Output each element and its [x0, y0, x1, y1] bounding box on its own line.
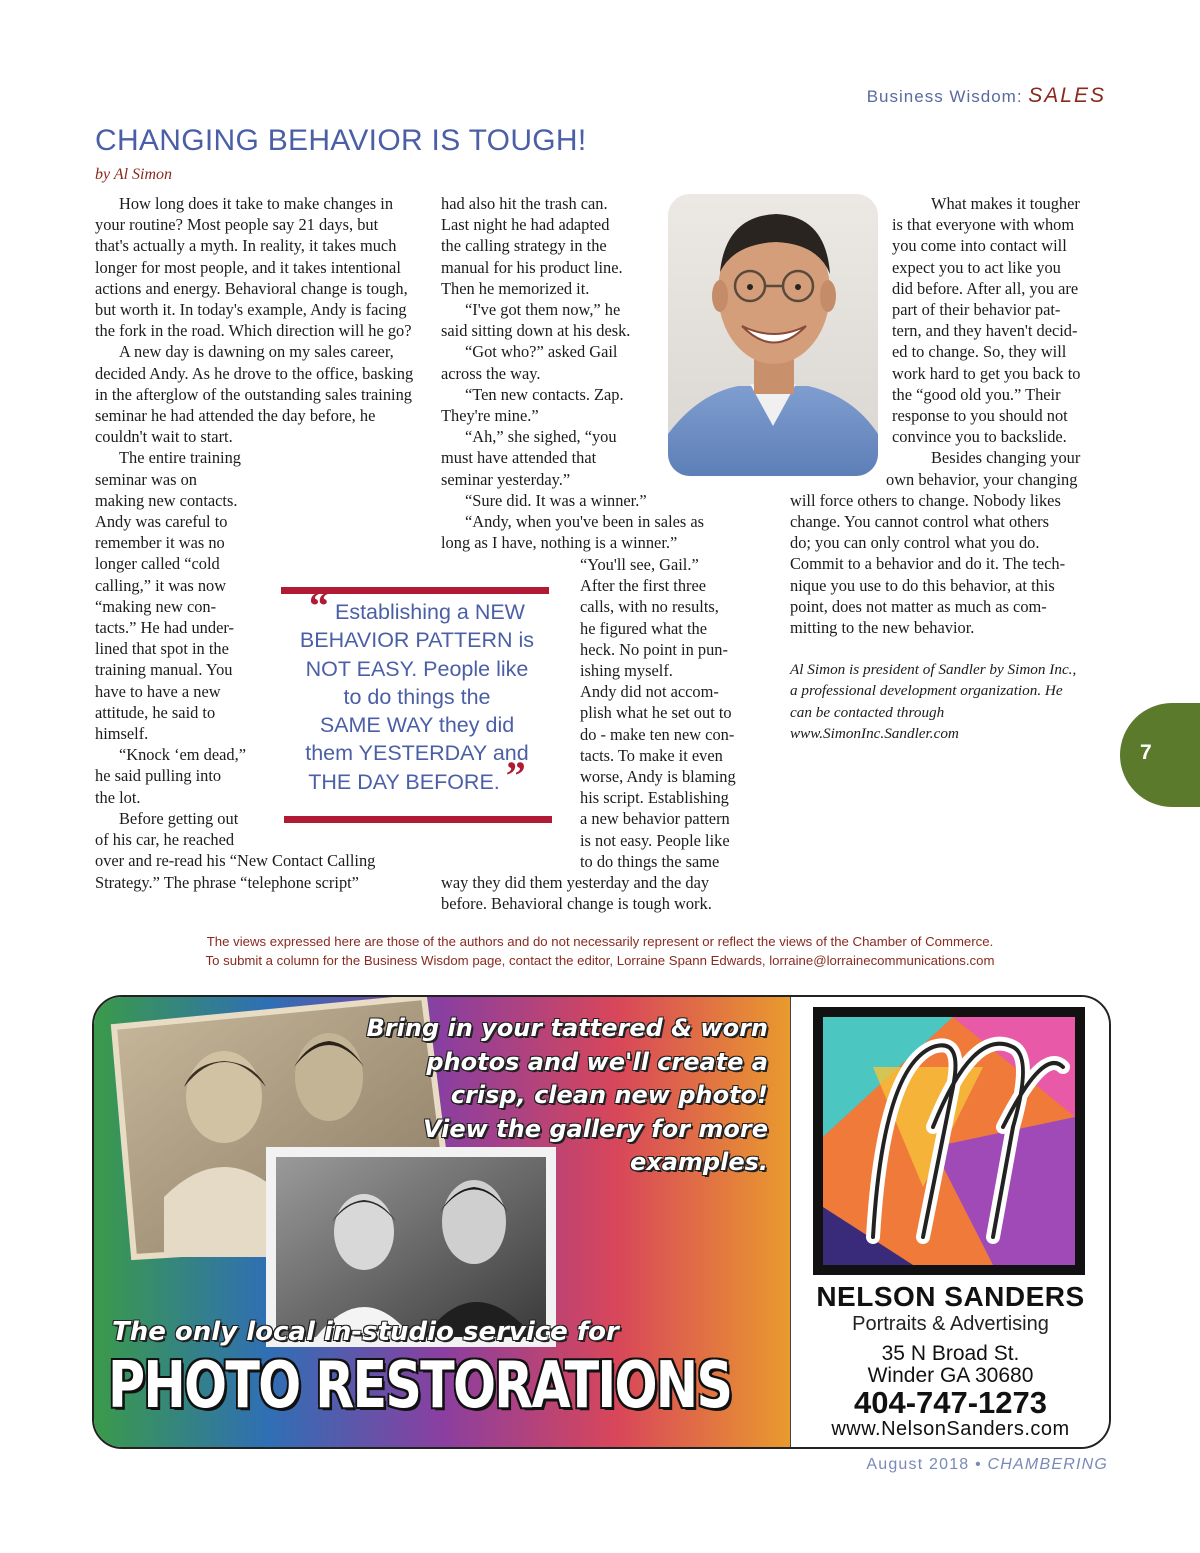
- line: “You'll see, Gail.”: [580, 555, 699, 574]
- line: attitude, he said to: [95, 702, 216, 722]
- ad-image-panel: [94, 997, 790, 1447]
- line: They're mine.”: [441, 406, 539, 426]
- line: expect you to act like you: [892, 257, 1061, 277]
- line: manual for his product line.: [441, 257, 623, 277]
- line: mitting to the new behavior.: [790, 618, 975, 638]
- line: across the way.: [441, 363, 541, 383]
- line: did before. After all, you are: [892, 278, 1079, 298]
- page-footer: [866, 1456, 1108, 1474]
- line: he figured what the: [580, 618, 707, 638]
- line: “Andy, when you've been in sales as: [465, 512, 705, 532]
- section-label: Business Wisdom:: [866, 87, 1023, 106]
- line: ishing myself.: [580, 661, 673, 681]
- line: the calling strategy in the: [441, 236, 607, 256]
- line: his script. Establishing: [580, 788, 729, 808]
- line: the “good old you.” Their: [892, 384, 1061, 404]
- ad-offer-line: photos and we'll create a: [426, 1047, 768, 1076]
- line: way they did them yesterday and the day: [441, 873, 710, 892]
- line: himself.: [95, 724, 149, 744]
- ad-offer-line: crisp, clean new photo!: [450, 1081, 768, 1109]
- article-column-2: [441, 193, 705, 553]
- line: Besides changing your: [931, 448, 1081, 468]
- line: Last night he had adapted: [441, 215, 610, 235]
- address-line-2: Winder GA 30680: [867, 1364, 1034, 1387]
- line: over and re-read his “New Contact Calling: [95, 851, 376, 871]
- pullquote-line: NOT EASY. People like: [305, 656, 529, 681]
- line: work hard to get you back to: [892, 363, 1081, 383]
- line: tacts.” He had under-: [95, 618, 234, 638]
- line: calls, with no results,: [580, 597, 719, 617]
- line: After the first three: [580, 576, 707, 596]
- publication-name: CHAMBERING: [987, 1456, 1108, 1473]
- line: said sitting down at his desk.: [441, 321, 631, 341]
- pullquote-line: to do things the: [343, 684, 491, 709]
- paragraph: A new day is dawning on my sales career, decided Andy. As he drove to the office, basking in the afterglow of the outstanding sales training seminar he had attended the day before, he couldn't wait to start.: [95, 342, 414, 447]
- pullquote-bottom-rule: [284, 816, 552, 823]
- pullquote-line: BEHAVIOR PATTERN is: [299, 628, 535, 653]
- line: had also hit the trash can.: [441, 194, 608, 213]
- bio-line: Al Simon is president of Sandler by Simon Inc.,: [790, 661, 1077, 679]
- line: worse, Andy is blaming: [580, 767, 736, 787]
- ns-monogram-icon: [813, 1007, 1085, 1275]
- line: the lot.: [95, 787, 141, 807]
- line: heck. No point in pun-: [580, 639, 728, 659]
- line: long as I have, nothing is a winner.”: [441, 533, 678, 553]
- disclaimer: [0, 932, 1200, 970]
- pullquote: [283, 583, 551, 798]
- line: of his car, he reached: [95, 830, 235, 850]
- line: calling,” it was now: [95, 575, 227, 595]
- advertisement[interactable]: [92, 995, 1111, 1449]
- close-quote-icon: ”: [505, 752, 526, 798]
- line: tacts. To make it even: [580, 745, 723, 765]
- line: change. You cannot control what others: [790, 512, 1050, 532]
- business-address: [791, 1343, 1110, 1387]
- disclaimer-line-2: To submit a column for the Business Wisdom page, contact the editor, Lorraine Spann Edwards, lorraine@lorrainecommunications.com: [205, 953, 995, 968]
- line: must have attended that: [441, 448, 597, 468]
- issue-date: August 2018: [866, 1456, 970, 1473]
- line: is not easy. People like: [580, 830, 730, 850]
- address-line-1: 35 N Broad St.: [881, 1342, 1020, 1365]
- line: a new behavior pattern: [580, 809, 730, 829]
- line: do; you can only control what you do.: [790, 533, 1040, 553]
- line: “Sure did. It was a winner.”: [465, 490, 647, 510]
- line: Andy did not accom-: [580, 682, 719, 702]
- business-subtitle: Portraits & Advertising: [852, 1313, 1049, 1335]
- ad-business-panel: [790, 997, 1110, 1447]
- line: own behavior, your changing: [886, 469, 1078, 489]
- line: “Ten new contacts. Zap.: [465, 384, 624, 404]
- paragraph: The entire training seminar was on making new contacts. Andy was careful to remember it was no: [95, 448, 241, 553]
- line: Strategy.” The phrase “telephone script”: [95, 872, 359, 892]
- open-quote-icon: “: [309, 583, 329, 628]
- page-number-tab: [1120, 703, 1200, 807]
- line: tern, and they haven't decid-: [892, 321, 1078, 341]
- pullquote-line: SAME WAY they did: [319, 713, 515, 738]
- line: nique you use to do this behavior, at this: [790, 575, 1055, 595]
- pullquote-line: “ Establishing a NEW: [309, 583, 525, 628]
- line: to do things the same: [580, 851, 720, 871]
- line: do - make ten new con-: [580, 724, 735, 744]
- disclaimer-line-1: The views expressed here are those of the authors and do not necessarily represent or reflect the views of the Chamber of Commerce.: [206, 934, 994, 949]
- line: will force others to change. Nobody likes: [790, 490, 1061, 510]
- pullquote-line: THE DAY BEFORE. ”: [308, 752, 526, 798]
- line: longer called “cold: [95, 554, 220, 574]
- line: Commit to a behavior and do it. The tech-: [790, 554, 1066, 574]
- article-column-3: [790, 193, 1102, 744]
- line: What makes it tougher: [931, 194, 1080, 213]
- line: part of their behavior pat-: [892, 300, 1061, 320]
- line: ed to change. So, they will: [892, 342, 1067, 362]
- line: response to you should not: [892, 406, 1068, 426]
- line: “I've got them now,” he: [465, 300, 621, 320]
- article-column-2-lower: [580, 554, 760, 872]
- ad-headline: PHOTO RESTORATIONS: [108, 1349, 732, 1423]
- article-column-2-bottom: [441, 872, 761, 914]
- line: “Ah,” she sighed, “you: [465, 427, 617, 447]
- business-name: NELSON SANDERS: [816, 1281, 1085, 1312]
- nelson-sanders-logo: [813, 1007, 1085, 1275]
- line: “making new con-: [95, 596, 217, 616]
- section-tag: [867, 84, 1106, 108]
- line: “Got who?” asked Gail: [465, 342, 618, 362]
- line: have to have a new: [95, 681, 221, 701]
- line: seminar yesterday.”: [441, 469, 571, 489]
- line: is that everyone with whom: [892, 215, 1075, 235]
- line: Then he memorized it.: [441, 278, 590, 298]
- article-title: CHANGING BEHAVIOR IS TOUGH!: [95, 124, 587, 157]
- paragraph: How long does it take to make changes in your routine? Most people say 21 days, but that's actually a myth. In reality, it takes much longer for most people, and it takes intentional actions and energy. Behavioral change is tough, but worth it. In today's example, Andy is facing the fork in the road. Which direction will he go?: [95, 194, 412, 341]
- line: point, does not matter as much as com-: [790, 596, 1047, 616]
- line: “Knock ‘em dead,”: [119, 745, 246, 765]
- author-bio: [790, 659, 1102, 744]
- line: he said pulling into: [95, 766, 222, 786]
- business-phone[interactable]: 404-747-1273: [853, 1385, 1048, 1420]
- ad-offer-line: examples.: [629, 1148, 768, 1176]
- line: convince you to backslide.: [892, 427, 1067, 447]
- line: you come into contact will: [892, 236, 1067, 256]
- bio-line: can be contacted through: [790, 703, 945, 721]
- pullquote-line: them YESTERDAY and: [305, 741, 529, 766]
- article-byline: by Al Simon: [95, 166, 173, 183]
- line: training manual. You: [95, 660, 233, 680]
- section-topic: SALES: [1028, 84, 1106, 107]
- ad-offer-line: View the gallery for more: [422, 1114, 768, 1143]
- line: plish what he set out to: [580, 703, 732, 723]
- line: before. Behavioral change is tough work.: [441, 894, 712, 914]
- bio-website-link[interactable]: www.SimonInc.Sandler.com: [790, 724, 959, 742]
- ad-offer-text: [348, 1012, 768, 1180]
- ad-offer-line: Bring in your tattered & worn: [366, 1014, 768, 1042]
- line: lined that spot in the: [95, 639, 229, 659]
- business-website-link[interactable]: www.NelsonSanders.com: [831, 1418, 1070, 1440]
- bio-line: a professional development organization. He: [790, 682, 1063, 700]
- ad-tagline: The only local in-studio service for: [112, 1317, 619, 1347]
- page-number: 7: [1140, 741, 1152, 764]
- line: Before getting out: [119, 808, 239, 828]
- footer-separator: •: [975, 1456, 982, 1473]
